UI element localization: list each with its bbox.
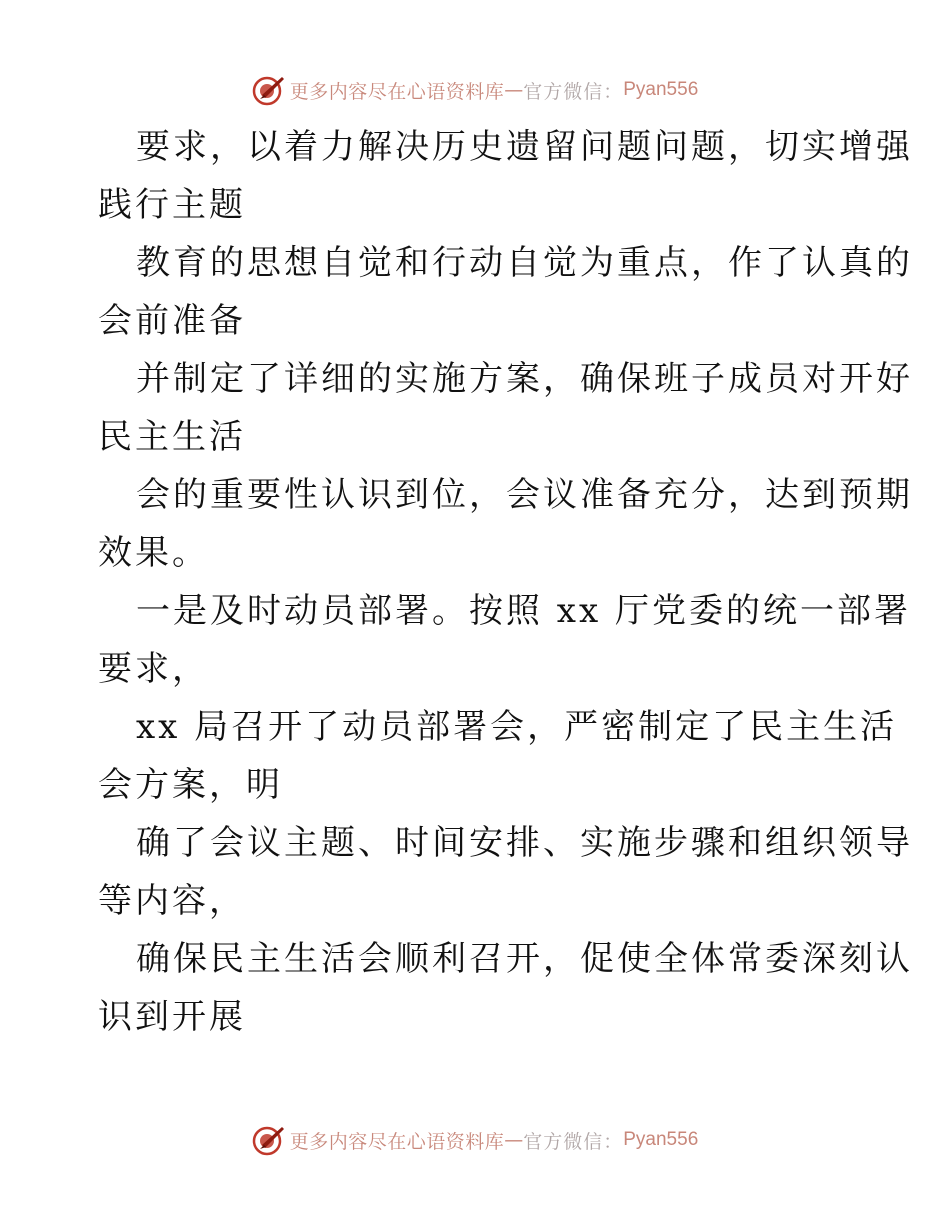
quill-seal-icon — [252, 73, 286, 107]
body-line: 等内容， — [98, 881, 246, 921]
body-line: 要求， — [98, 649, 209, 689]
body-line: 会方案，明 — [98, 765, 283, 805]
body-line: 践行主题 — [98, 185, 246, 225]
body-line: 要求，以着力解决历史遗留问题问题，切实增强 — [136, 127, 913, 167]
body-line: 民主生活 — [98, 417, 246, 457]
quill-seal-icon — [252, 1123, 286, 1157]
wechat-id: Pyan556 — [623, 1129, 699, 1150]
body-line: 确保民主生活会顺利召开，促使全体常委深刻认 — [136, 939, 913, 979]
body-line: 识到开展 — [98, 997, 246, 1037]
banner-text: 更多内容尽在心语资料库 — [289, 1130, 505, 1153]
wechat-label: 官方微信： — [523, 1130, 624, 1153]
banner-separator: — — [504, 1129, 524, 1151]
body-line: 会前准备 — [98, 301, 246, 341]
footer-banner — [0, 1120, 950, 1160]
body-line: 并制定了详细的实施方案，确保班子成员对开好 — [136, 359, 913, 399]
body-line: 会的重要性认识到位，会议准备充分，达到预期 — [136, 475, 913, 515]
wechat-id: Pyan556 — [623, 79, 699, 100]
body-line: xx 局召开了动员部署会，严密制定了民主生活 — [136, 707, 898, 747]
wechat-label: 官方微信： — [523, 80, 624, 103]
body-line: 教育的思想自觉和行动自觉为重点，作了认真的 — [136, 243, 913, 283]
body-line: 效果。 — [98, 533, 209, 573]
document-body — [98, 118, 913, 1046]
body-line: 一是及时动员部署。按照 xx 厅党委的统一部署 — [136, 591, 911, 631]
banner-separator: — — [504, 79, 524, 101]
body-line: 确了会议主题、时间安排、实施步骤和组织领导 — [136, 823, 913, 863]
header-banner — [0, 70, 950, 110]
banner-text: 更多内容尽在心语资料库 — [289, 80, 505, 103]
